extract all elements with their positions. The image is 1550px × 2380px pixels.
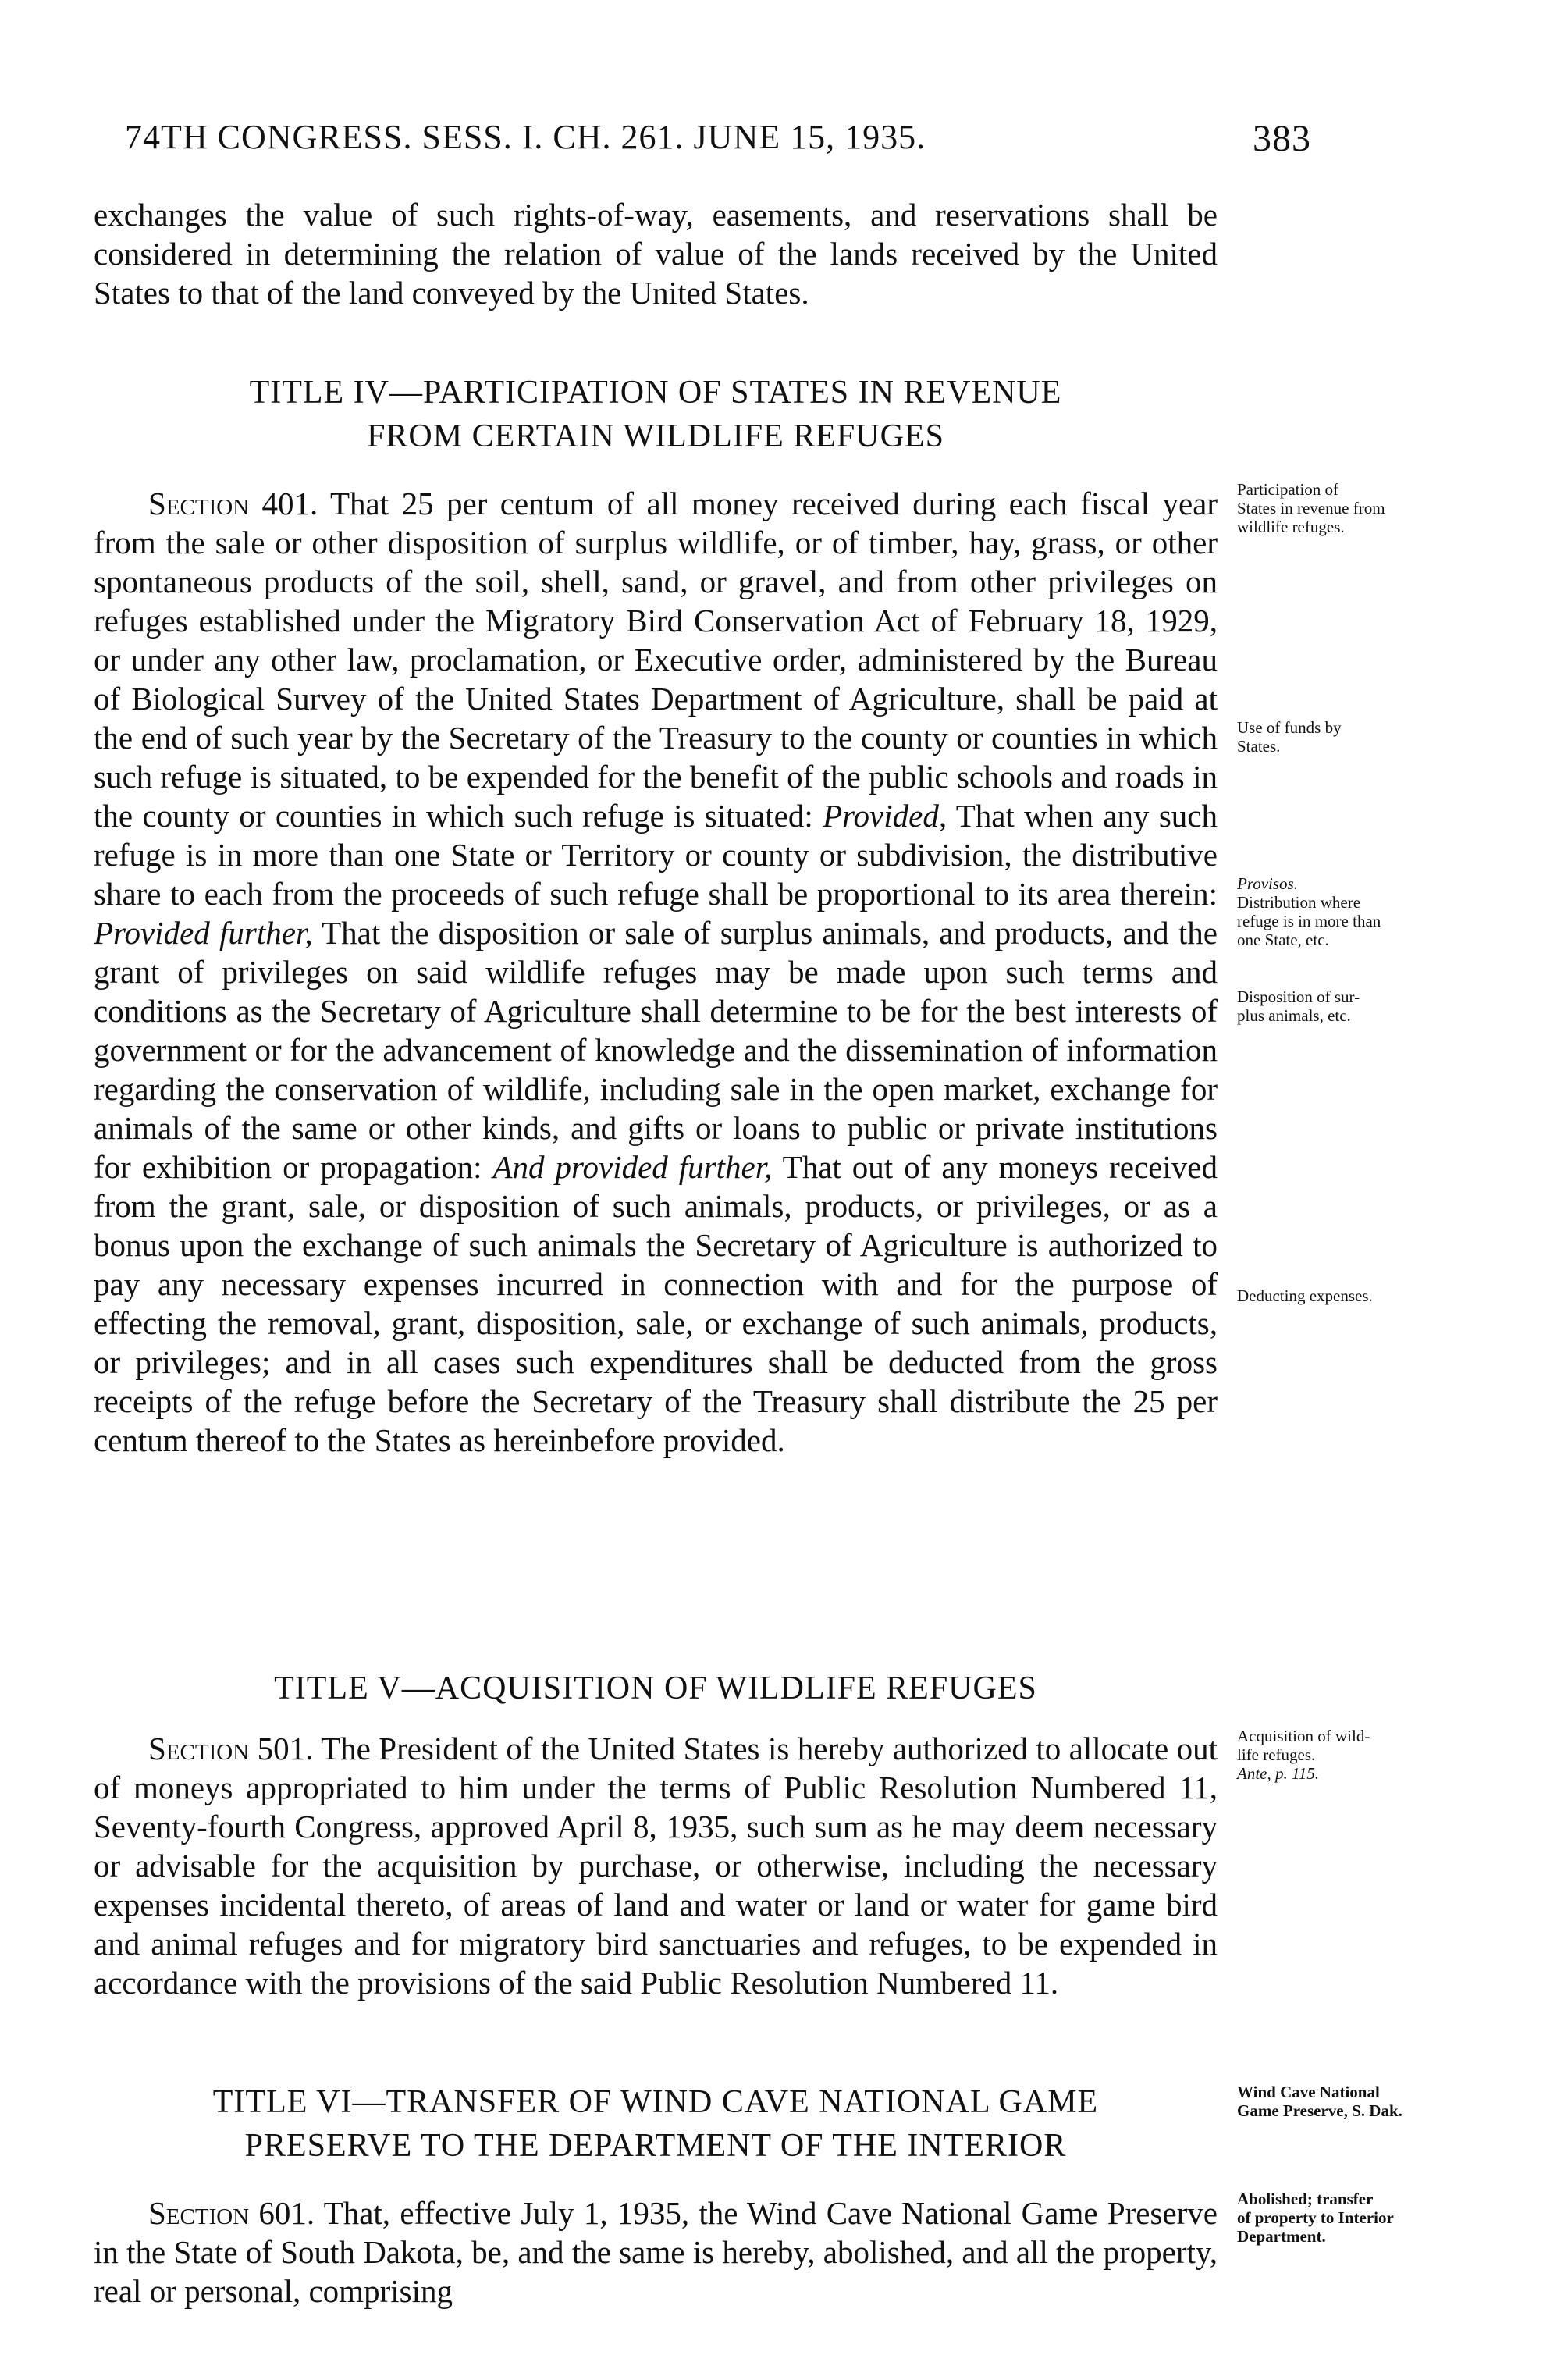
intro-paragraph (94, 195, 1218, 312)
section-601-text: Section 601. That, effective July 1, 1935, the Wind Cave National Game Preserve in the State of South Dakota, be, and the same is hereby, abolished, and all the property, real or personal, comprising (94, 2195, 1218, 2309)
margin-note-abolished: Abolished; transfer of property to Interior Department. (1237, 2190, 1394, 2246)
intro-text: exchanges the value of such rights-of-way, easements, and reservations shall be considered in determining the relation of value of the lands received by the United States to that of the land conveyed by the United States. (94, 197, 1218, 311)
and-provided-further-term: And provided further, (492, 1149, 773, 1185)
section-501-text: Section 501. The President of the United States is hereby authorized to allocate out of moneys appropriated to him under the terms of Public Resolution Numbered 11, Seventy-fourth Congress, approved April 8, 1935, such sum as he may deem necessary or advisable for the acquisition by purchase, or otherwise, including the necessary expenses incidental thereto, of areas of land and water or land or water for game bird and animal refuges and for migratory bird sanctuaries and refuges, to be expended in accordance with the provisions of the said Public Resolution Numbered 11. (94, 1731, 1218, 2001)
provided-further-term: Provided further, (94, 915, 313, 951)
title-iv-line1: TITLE IV—PARTICIPATION OF STATES IN REVENUE (249, 375, 1062, 411)
section-401-label: Section 401. (148, 486, 318, 521)
margin-note-acquisition: Acquisition of wild- life refuges. Ante, p. 115. (1237, 1727, 1475, 1783)
title-vi-line2: PRESERVE TO THE DEPARTMENT OF THE INTERIOR (244, 2128, 1067, 2164)
page-number: 383 (1253, 118, 1311, 159)
section-501-label: Section 501. (148, 1731, 314, 1766)
margin-note-wind-cave: Wind Cave National Game Preserve, S. Dak. (1237, 2083, 1402, 2120)
provided-term: Provided, (823, 798, 947, 834)
margin-note-reference: Ante, p. 115. (1237, 1764, 1320, 1783)
margin-note-deducting: Deducting expenses. (1237, 1286, 1373, 1305)
title-vi-heading (94, 2080, 1218, 2168)
title-v-heading (94, 1667, 1218, 1710)
margin-note-disposition: Disposition of sur- plus animals, etc. (1237, 987, 1360, 1025)
section-401-text: Section 401. That 25 per centum of all money received during each fiscal year from the sale or other disposition of surplus wildlife, or of timber, hay, grass, or other spontaneous products of the soil, shell, sand, or gravel, and from other privileges on refuges established under the Migratory Bird Conservation Act of February 18, 1929, or under any other law, proclamation, or Executive order, administered by the Bureau of Biological Survey of the United States Department of Agriculture, shall be paid at the end of such year by the Secretary of the Treasury to the county or counties in which such refuge is situated, to be expended for the benefit of the public schools and roads in the county or counties in which such refuge is situated: Provided, That when any such refuge is in more than one State or Territory or county or subdivision, the distributive share to each from the proceeds of such refuge shall be proportional to its area therein: Provided further, That the disposition or sale of surplus animals, and products, and the grant of privileges on said wildlife refuges may be made upon such terms and conditions as the Secretary of Agriculture shall determine to be for the best interests of government or for the advancement of knowledge and the dissemination of information regarding the conservation of wildlife, including sale in the open market, exchange for animals of the same or other kinds, and gifts or loans to public or private institutions for exhibition or propagation: And provided further, That out of any moneys received from the grant, sale, or disposition of such animals, products, or privileges, or as a bonus upon the exchange of such animals the Secretary of Agriculture is authorized to pay any necessary expenses incurred in connection with and for the purpose of effecting the removal, grant, disposition, sale, or exchange of such animals, products, or privileges; and in all cases such expenditures shall be deducted from the gross receipts of the refuge before the Secretary of the Treasury shall distribute the 25 per centum thereof to the States as hereinbefore provided. (94, 486, 1218, 1458)
margin-note-use-of-funds: Use of funds by States. (1237, 718, 1342, 756)
running-header (94, 117, 1311, 172)
margin-note-participation: Participation of States in revenue from wildlife refuges. (1237, 480, 1385, 536)
section-601 (94, 2193, 1218, 2311)
title-iv-line2: FROM CERTAIN WILDLIFE REFUGES (367, 418, 944, 454)
section-401 (94, 484, 1218, 1460)
section-501 (94, 1729, 1218, 2002)
running-head: 74TH CONGRESS. SESS. I. CH. 261. JUNE 15, 1935. (125, 118, 926, 156)
title-vi-line1: TITLE VI—TRANSFER OF WIND CAVE NATIONAL GAME (212, 2084, 1099, 2120)
margin-note-provisos: Provisos. Distribution where refuge is in more than one State, etc. (1237, 874, 1381, 949)
title-iv-heading (94, 371, 1218, 458)
section-601-label: Section 601. (148, 2195, 315, 2231)
title-v-line1: TITLE V—ACQUISITION OF WILDLIFE REFUGES (274, 1670, 1037, 1706)
